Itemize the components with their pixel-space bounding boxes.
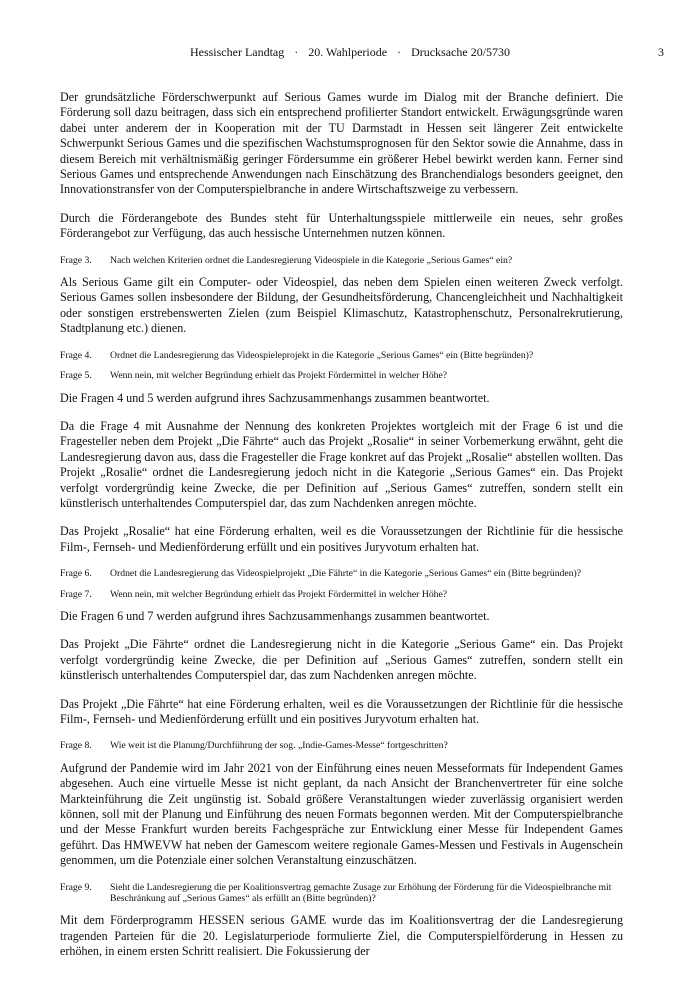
paragraph: Das Projekt „Rosalie“ hat eine Förderung erhalten, weil es die Voraussetzungen der Richtlinie für die hessische Film-, Fernseh- und Medienförderung erfüllt und ein positives Juryvotum erhalten hat. xyxy=(60,524,623,554)
question-text: Wenn nein, mit welcher Begründung erhielt das Projekt Fördermittel in welcher Höhe? xyxy=(110,588,448,600)
question xyxy=(60,350,623,361)
question xyxy=(60,370,623,381)
parliament-name: Hessischer Landtag xyxy=(189,45,285,59)
question-label: Frage 5. xyxy=(60,370,92,382)
question xyxy=(60,568,623,579)
paragraph: Die Fragen 4 und 5 werden aufgrund ihres Sachzusammenhangs zusammen beantwortet. xyxy=(60,390,490,405)
question xyxy=(60,255,623,266)
header-separator: · xyxy=(397,45,402,59)
question-text: Nach welchen Kriterien ordnet die Landesregierung Videospiele in die Kategorie „Serious Games“ ein? xyxy=(110,254,513,266)
question-label: Frage 9. xyxy=(60,881,92,893)
document-number: Drucksache 20/5730 xyxy=(411,45,511,59)
question xyxy=(60,740,623,751)
question-label: Frage 8. xyxy=(60,740,92,752)
question-text: Wie weit ist die Planung/Durchführung der sog. „Indie-Games-Messe“ fortgeschritten? xyxy=(110,740,448,752)
legislative-period: 20. Wahlperiode xyxy=(308,45,388,59)
question-text: Ordnet die Landesregierung das Videospielprojekt „Die Fährte“ in die Kategorie „Serious Games“ ein (Bitte begründen)? xyxy=(110,568,582,580)
paragraph: Die Fragen 6 und 7 werden aufgrund ihres Sachzusammenhangs zusammen beantwortet. xyxy=(60,608,490,623)
question-text: Wenn nein, mit welcher Begründung erhielt das Projekt Fördermittel in welcher Höhe? xyxy=(110,370,448,382)
paragraph: Als Serious Game gilt ein Computer- oder Videospiel, das neben dem Spielen einen weiteren Zweck verfolgt. Serious Games sollen insbesondere der Bildung, der Gesundheitsförderung, Chancengleichheit und Nachhaltigkeit oder sonstigen erstrebenswerten Zielen (zum Beispiel Klimaschutz, Katastrophenschutz, Personalrekrutierung, Stadtplanung etc.) dienen. xyxy=(60,275,623,336)
header-separator: · xyxy=(294,45,299,59)
paragraph: Da die Frage 4 mit Ausnahme der Nennung des konkreten Projektes wortgleich mit der Frage 6 ist und die Fragesteller neben dem Projekt „Die Fährte“ auch das Projekt „Rosalie“ in seiner Vorbemerkung erwähnt, geht die Landesregierung davon aus, dass die Fragesteller die Frage konkret auf das Projekt „Rosalie“ abstellen wollten. Das Projekt „Rosalie“ ordnet die Landesregierung jedoch nicht in die Kategorie „Serious Games“ ein. Das Projekt verfolgt vordergründig keine Zwecke, die per Definition auf „Serious Games“ zutreffen, sondern stellt ein künstlerisch unterhaltendes Computerspiel dar, das zum Nachdenken anregen möchte. xyxy=(60,418,623,510)
paragraph: Durch die Förderangebote des Bundes steht für Unterhaltungsspiele mittlerweile ein neues, sehr großes Förderangebot zur Verfügung, das auch hessische Unternehmen nutzen können. xyxy=(60,210,623,241)
question-label: Frage 4. xyxy=(60,349,92,361)
page-number: 3 xyxy=(658,45,664,59)
header-info xyxy=(0,44,700,60)
question xyxy=(60,882,623,905)
paragraph: Mit dem Förderprogramm HESSEN serious GAME wurde das im Koalitionsvertrag der die Landesregierung tragenden Parteien für die 20. Legislaturperiode formulierte Ziel, die Computerspielförderung in Hessen zu erhöhen, in einem ersten Schritt realisiert. Die Fokussierung der xyxy=(60,913,623,959)
question-label: Frage 7. xyxy=(60,588,92,600)
question-text: Ordnet die Landesregierung das Videospieleprojekt in die Kategorie „Serious Games“ ein (Bitte begründen)? xyxy=(110,349,534,361)
question-label: Frage 6. xyxy=(60,568,92,580)
document-body xyxy=(60,90,623,973)
paragraph: Aufgrund der Pandemie wird im Jahr 2021 von der Einführung eines neuen Messeformats für Independent Games abgesehen. Auch eine virtuelle Messe ist nicht geplant, da nach Ansicht der Branchenvertreter für eine solche Markteinführung die Zeit ungünstig ist. Sobald größere Veranstaltungen wieder zuverlässig organisiert werden können, soll mit der Planung und Einführung des neuen Formats begonnen werden. Mit der Computerspielbranche und der Messe Frankfurt wurden bereits Fachgespräche zur Entwicklung einer Messe für Independent Games geführt. Das HMWEVW hat neben der Gamescom weitere regionale Games-Messen und Festivals in Augenschein genommen, um die Potenziale einer solchen Veranstaltung einzuschätzen. xyxy=(60,760,623,868)
question xyxy=(60,589,623,600)
paragraph: Das Projekt „Die Fährte“ hat eine Förderung erhalten, weil es die Voraussetzungen der Richtlinie für die hessische Film-, Fernseh- und Medienförderung erfüllt und ein positives Juryvotum erhalten hat. xyxy=(60,696,623,726)
question-text: Sieht die Landesregierung die per Koalitionsvertrag gemachte Zusage zur Erhöhung der Förderung für die Videospielbranche mit Beschränkung auf „Serious Games“ als erfüllt an (Bitte begründen)? xyxy=(110,881,612,905)
page-header xyxy=(0,44,700,60)
paragraph: Das Projekt „Die Fährte“ ordnet die Landesregierung nicht in die Kategorie „Serious Game“ ein. Das Projekt verfolgt vordergründig keine Zwecke, die per Definition auf „Serious Games“ zutreffen, sondern stellt ein künstlerisch unterhaltendes Computerspiel dar, das zum Nachdenken anregen möchte. xyxy=(60,637,623,683)
question-label: Frage 3. xyxy=(60,254,92,266)
paragraph: Der grundsätzliche Förderschwerpunkt auf Serious Games wurde im Dialog mit der Branche definiert. Die Förderung soll dazu beitragen, dass sich ein entsprechend profilierter Standort entwickelt. Erwägungsgründe waren dabei unter anderem der in Kooperation mit der TU Darmstadt in Hessen seit längerer Zeit entwickelte Schwerpunkt Serious Games und die spezifischen Wachstumsprognosen für den Sektor sowie die Annahme, dass in diesem Bereich mit verhältnismäßig geringer Fördersumme ein größerer Hebel bewirkt werden kann. Ferner sind Serious Games und entsprechende Anwendungen nach Einschätzung des Branchendialogs besonders geeignet, den Innovationstransfer von der Computerspielbranche in andere Wirtschaftszweige zu verbessern. xyxy=(60,90,623,197)
